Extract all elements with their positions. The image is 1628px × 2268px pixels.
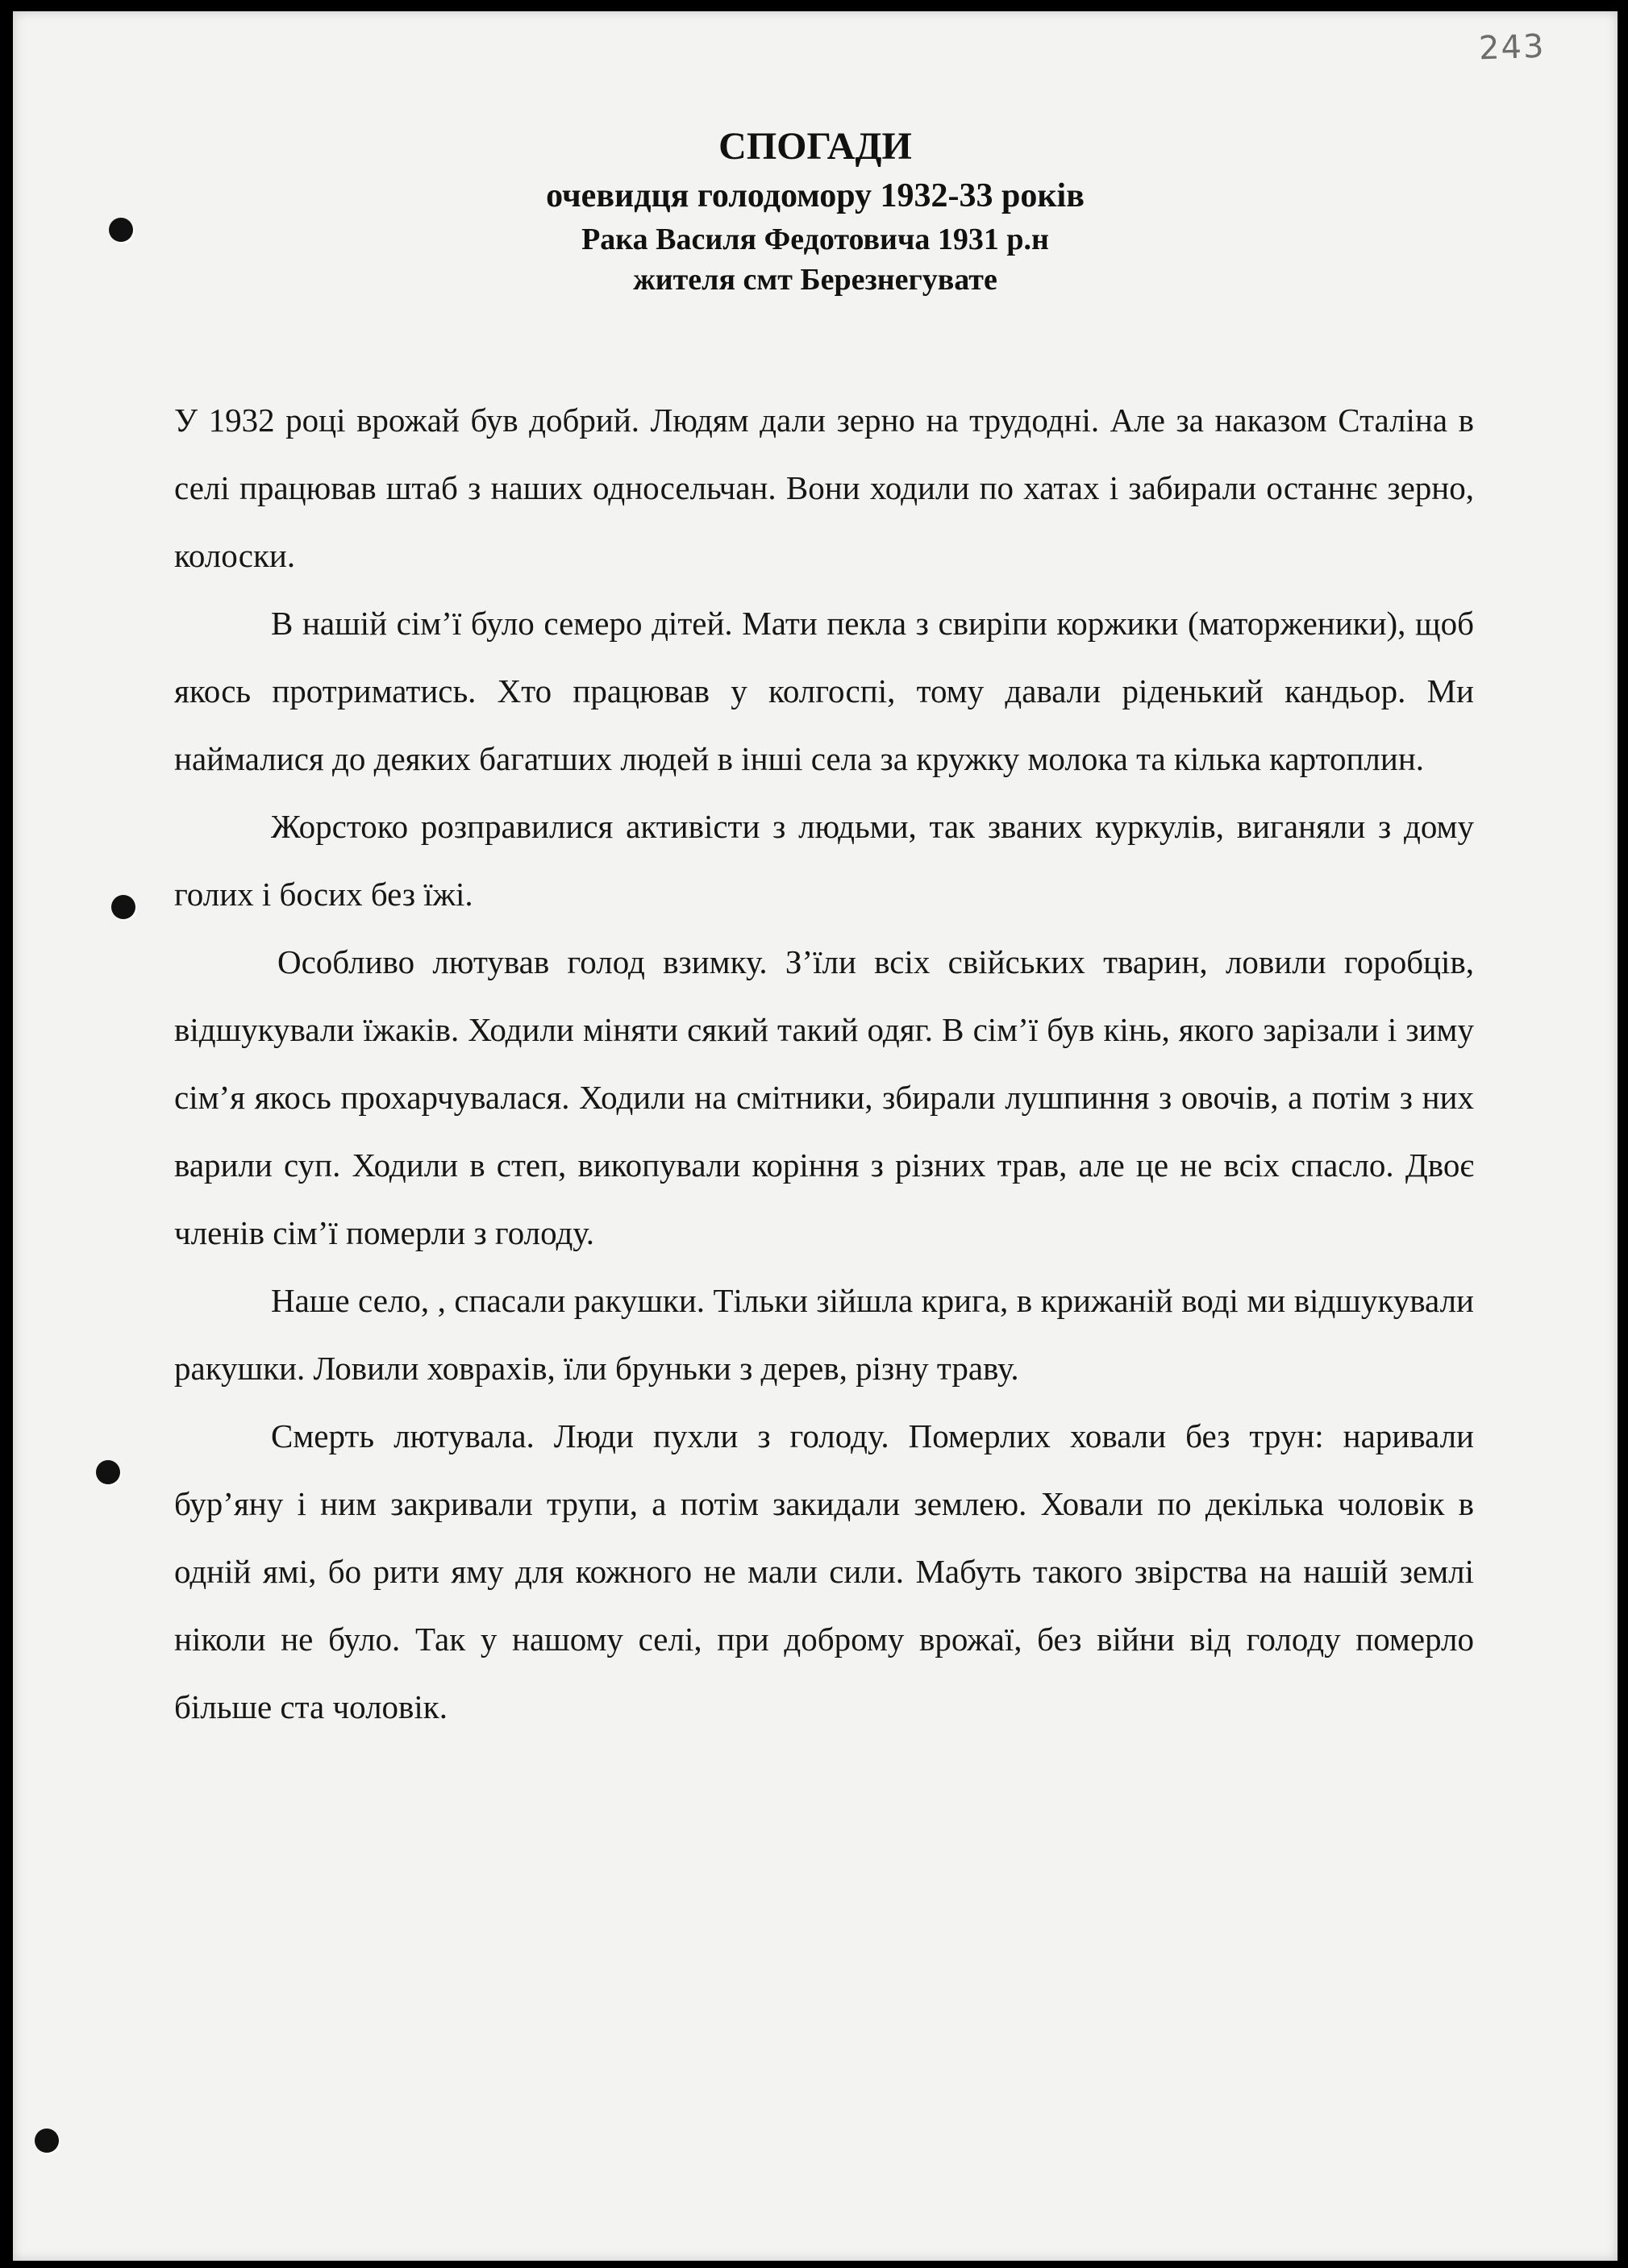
punch-hole	[96, 1460, 120, 1484]
document-page	[13, 11, 1618, 2261]
document-subtitle: очевидця голодомору 1932-33 років	[546, 177, 1085, 214]
document-title: СПОГАДИ	[718, 125, 912, 168]
paragraph: Смерть лютувала. Люди пухли з голоду. Померлих ховали без трун: наривали бур’яну і ним закривали трупи, а потім закидали землею. Ховали по декілька чоловік в одній ямі, бо рити яму для кожного не мали сили. Мабуть такого звірства на нашій землі ніколи не було. Так у нашому селі, при доброму врожаї, без війни від голоду померло більше ста чоловік.	[174, 1417, 1474, 1725]
witness-name: Рака Василя Федотовича 1931 р.н	[581, 223, 1049, 256]
paragraph: Жорстоко розправилися активісти з людьми, так званих куркулів, виганяли з дому голих і босих без їжі.	[174, 808, 1474, 913]
punch-hole	[111, 895, 135, 919]
document-header	[13, 121, 1618, 300]
paragraph: Наше село, , спасали ракушки. Тільки зійшла крига, в крижаній воді ми відшукували ракушки. Ловили ховрахів, їли бруньки з дерев, різну траву.	[174, 1282, 1474, 1387]
punch-hole	[35, 2129, 59, 2153]
paragraph: В нашій сім’ї було семеро дітей. Мати пекла з свиріпи коржики (маторженики), щоб якось протриматись. Хто працював у колгоспі, тому давали ріденький кандьор. Ми наймалися до деяких багатших людей в інші села за кружку молока та кілька картоплин.	[174, 605, 1474, 777]
handwritten-page-number: 243	[1477, 27, 1546, 68]
paragraph: Особливо лютував голод взимку. З’їли всіх свійських тварин, ловили горобців, відшукували їжаків. Ходили міняти сякий такий одяг. В сім’ї був кінь, якого зарізали і зиму сім’я якось прохарчувалася. Ходили на смітники, збирали лушпиння з овочів, а потім з них варили суп. Ходили в степ, викопували коріння з різних трав, але це не всіх спасло. Двоє членів сім’ї померли з голоду.	[174, 943, 1474, 1251]
memoir-body	[174, 386, 1474, 1741]
paragraph: У 1932 році врожай був добрий. Людям дали зерно на трудодні. Але за наказом Сталіна в селі працював штаб з наших односельчан. Вони ходили по хатах і забирали останнє зерно, колоски.	[174, 402, 1474, 574]
witness-residence: жителя смт Березнегувате	[633, 263, 997, 297]
